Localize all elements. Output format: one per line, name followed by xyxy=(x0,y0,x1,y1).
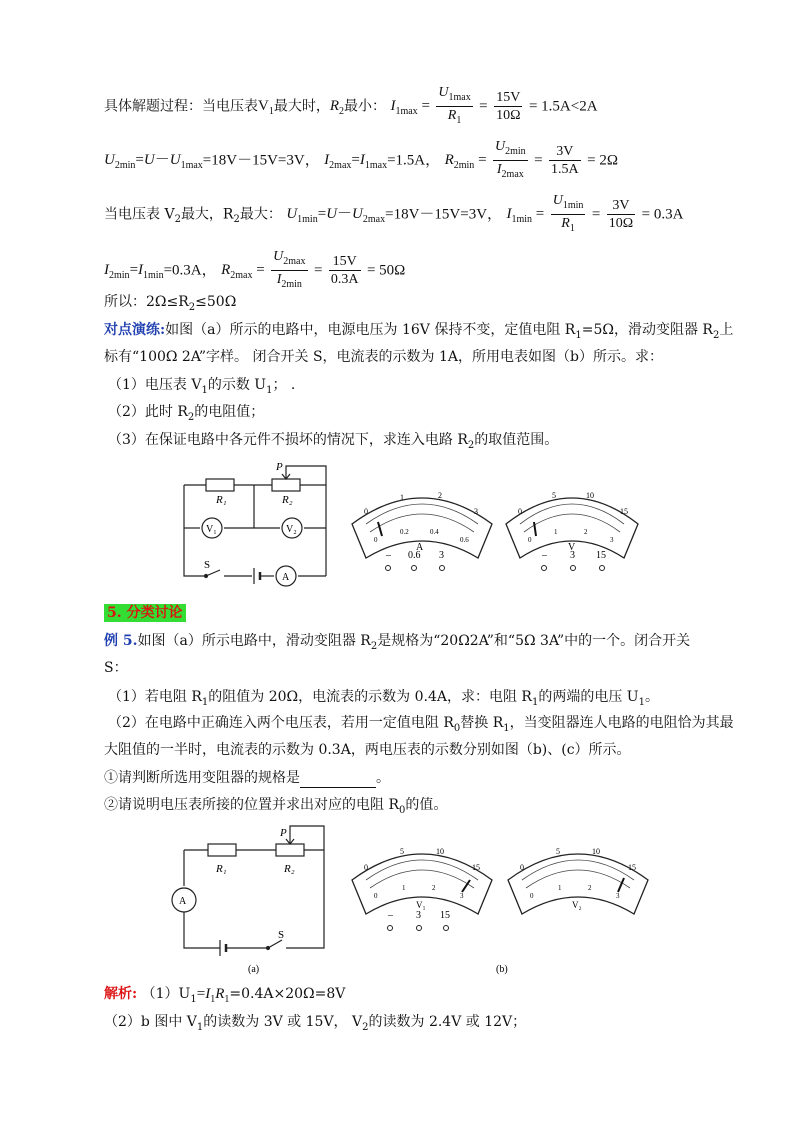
analysis-line-1: 解析: $(1)U_1=I_1R_1=0.4A\times 20\Omega=8V$ xyxy=(104,986,346,1005)
svg-text:5: 5 xyxy=(400,847,404,856)
figure-1-circuit-and-meters xyxy=(176,456,646,592)
label-r2: R₂ xyxy=(282,494,293,506)
svg-text:10: 10 xyxy=(436,847,444,856)
svg-text:V₁: V₁ xyxy=(416,900,426,910)
svg-text:10: 10 xyxy=(586,491,594,500)
fraction-3v-10ohm: $\frac{3V}{10\Omega}$ xyxy=(608,197,634,231)
svg-text:0: 0 xyxy=(374,536,378,544)
fraction-u2min-i2max: $\frac{U_{2min}}{I_{2max}}$ xyxy=(494,139,526,180)
svg-text:2: 2 xyxy=(432,884,436,892)
voltmeter-v1-terminals xyxy=(387,910,450,931)
circuit-diagram-2 xyxy=(172,826,324,956)
voltmeter-dial xyxy=(506,491,638,558)
svg-text:5: 5 xyxy=(552,491,556,500)
exercise-label: 对点演练: xyxy=(104,322,166,338)
fraction-u1min-r1: $\frac{U_{1min}}{R_1}$ xyxy=(552,193,584,234)
label-v2: V₂ xyxy=(286,524,297,535)
svg-text:3: 3 xyxy=(616,892,620,900)
ammeter-dial xyxy=(352,491,492,558)
svg-text:0: 0 xyxy=(520,863,524,872)
solution-line-2: $U_{2min}=U-U_{1max}=18V-15V=3V$， $I_{2max}=I_{1max}=1.5A$， $R_{2min}$ = $\frac{U_{2min}}{I_{2max}}$ = $\frac{3V}{1.5A}$ = 2Ω xyxy=(104,138,618,183)
example5-q2-sub2: ②请说明电压表所接的位置并求出对应的电阻 $R_0$的值。 xyxy=(104,797,448,816)
example5-label: 例 5. xyxy=(104,633,138,649)
resistor-r2 xyxy=(272,479,300,491)
svg-text:0: 0 xyxy=(364,863,368,872)
svg-text:0.6: 0.6 xyxy=(408,550,421,561)
analysis-line-2: （2）b 图中 $V_1$的读数为 3V 或 15V， $V_2$的读数为 2.4V 或 12V； xyxy=(104,1014,527,1033)
fraction-u1max-r1: $\frac{U_{1max}}{R_1}$ xyxy=(438,85,471,126)
svg-text:0: 0 xyxy=(518,507,522,516)
example5-q2: （2）在电路中正确连入两个电压表，若用一定值电阻 $R_0$替换 $R_1$，当变阻器连人电路的电阻恰为其最 xyxy=(108,715,734,734)
svg-text:V₂: V₂ xyxy=(572,900,582,910)
caption-b: (b) xyxy=(496,964,508,975)
svg-text:3: 3 xyxy=(416,910,421,921)
label-p: P xyxy=(276,461,283,473)
answer-blank[interactable] xyxy=(300,773,376,788)
svg-text:3: 3 xyxy=(570,550,575,561)
svg-text:5: 5 xyxy=(556,847,560,856)
svg-text:15: 15 xyxy=(628,863,636,872)
svg-text:–: – xyxy=(542,550,547,561)
svg-text:A: A xyxy=(416,542,424,553)
label-s-2: S xyxy=(278,929,285,941)
svg-text:–: – xyxy=(386,550,391,561)
svg-text:2: 2 xyxy=(588,884,592,892)
analysis-label: 解析: xyxy=(104,986,138,1002)
svg-text:0: 0 xyxy=(374,892,378,900)
svg-text:3: 3 xyxy=(474,507,478,516)
exercise-q3: （3）在保证电路中各元件不损坏的情况下，求连入电路 $R_2$的取值范围。 xyxy=(108,432,559,451)
svg-text:1: 1 xyxy=(402,884,406,892)
label-s: S xyxy=(204,559,211,571)
svg-text:3: 3 xyxy=(610,536,614,544)
svg-text:1: 1 xyxy=(400,493,404,502)
svg-text:2: 2 xyxy=(438,491,442,500)
label-v1: V₁ xyxy=(206,524,217,535)
svg-text:0: 0 xyxy=(528,536,532,544)
solution-line-3: 当电压表 $V_2$最大，$R_2$最大： $U_{1min}=U-U_{2max}=18V-15V=3V$， $I_{1min}$ = $\frac{U_{1min}}{R_1}$ = $\frac{3V}{10\Omega}$ = 0.3A xyxy=(104,192,683,237)
svg-text:–: – xyxy=(388,910,393,921)
exercise-q2: （2）此时 $R_2$的电阻值； xyxy=(108,404,265,423)
example5-q2-sub1: ①请判断所选用变阻器的规格是 。 xyxy=(104,770,390,786)
exercise-line-1: 对点演练:如图（a）所示的电路中，电源电压为 16V 保持不变，定值电阻 $R_1=5\Omega$，滑动变阻器 $R_2$上 xyxy=(104,322,734,341)
label-a-2: A xyxy=(179,896,187,907)
voltmeter-terminals xyxy=(541,550,606,571)
svg-text:V: V xyxy=(568,542,576,553)
voltmeter-v1-dial xyxy=(352,847,492,914)
ammeter-terminals xyxy=(385,550,445,571)
svg-text:15: 15 xyxy=(620,507,628,516)
section-heading: 5. 分类讨论 xyxy=(104,603,186,623)
svg-text:0.6: 0.6 xyxy=(460,536,469,544)
solution-conclusion: 所以：$2\Omega\le R_2\le 50\Omega$ xyxy=(104,294,237,313)
voltmeter-v2-dial xyxy=(508,847,648,914)
svg-text:0.2: 0.2 xyxy=(400,528,409,536)
switch-s-line-2 xyxy=(268,940,282,948)
svg-text:2: 2 xyxy=(584,528,588,536)
svg-text:0.4: 0.4 xyxy=(430,528,439,536)
figure-2-circuit-and-meters xyxy=(168,822,658,976)
svg-text:3: 3 xyxy=(439,550,444,561)
svg-text:1: 1 xyxy=(558,884,562,892)
fraction-3v-1-5a: $\frac{3V}{1.5A}$ xyxy=(551,143,579,177)
resistor-r2-2 xyxy=(276,844,304,856)
solution-line-1: 具体解题过程：当电压表$V_1$最大时，$R_2$最小： $I_{1max}$ = $\frac{U_{1max}}{R_1}$ = $\frac{15V}{10\Omega}$ = 1.5A<2A xyxy=(104,84,598,129)
example5-line-2: S： xyxy=(104,660,128,676)
fraction-15v-0-3a: $\frac{15V}{0.3A}$ xyxy=(330,253,359,287)
svg-text:0: 0 xyxy=(530,892,534,900)
label-a: A xyxy=(282,572,290,583)
example5-q2-line2: 大阻值的一半时，电流表的示数为 0.3A，两电压表的示数分别如图（b)、(c）所示。 xyxy=(104,742,631,758)
example5-line-1: 例 5.如图（a）所示电路中，滑动变阻器 $R_2$是规格为“20Ω2A”和“5Ω 3A”中的一个。闭合开关 xyxy=(104,633,691,652)
svg-text:0: 0 xyxy=(364,507,368,516)
exercise-line-2: 标有“100Ω 2A”字样。 闭合开关 S，电流表的示数为 1A，所用电表如图（b）所示。求： xyxy=(104,349,663,365)
svg-text:15: 15 xyxy=(440,910,450,921)
resistor-r1-2 xyxy=(208,844,236,856)
fraction-u2max-i2min: $\frac{U_{2max}}{I_{2min}}$ xyxy=(273,249,306,290)
solution-line-4: $I_{2min}=I_{1min}=0.3A$， $R_{2max}$ = $\frac{U_{2max}}{I_{2min}}$ = $\frac{15V}{0.3A}$ = 50Ω xyxy=(104,248,405,293)
resistor-r1 xyxy=(206,479,234,491)
example5-q1: （1）若电阻 $R_1$的阻值为 20Ω，电流表的示数为 0.4A，求：电阻 $R_1$的两端的电压 $U_1$。 xyxy=(108,689,659,708)
caption-a: (a) xyxy=(248,964,260,975)
svg-text:10: 10 xyxy=(592,847,600,856)
label-r1-2: R₁ xyxy=(216,863,227,875)
svg-text:1: 1 xyxy=(554,528,558,536)
exercise-q1: （1）电压表 $V_1$的示数 $U_1$； . xyxy=(108,377,296,396)
fraction-15v-10ohm: $\frac{15V}{10\Omega}$ xyxy=(496,89,521,123)
label-r2-2: R₂ xyxy=(284,863,295,875)
label-p-2: P xyxy=(280,827,287,839)
svg-text:3: 3 xyxy=(460,892,464,900)
label-r1: R₁ xyxy=(216,494,227,506)
svg-text:15: 15 xyxy=(472,863,480,872)
svg-text:15: 15 xyxy=(596,550,606,561)
